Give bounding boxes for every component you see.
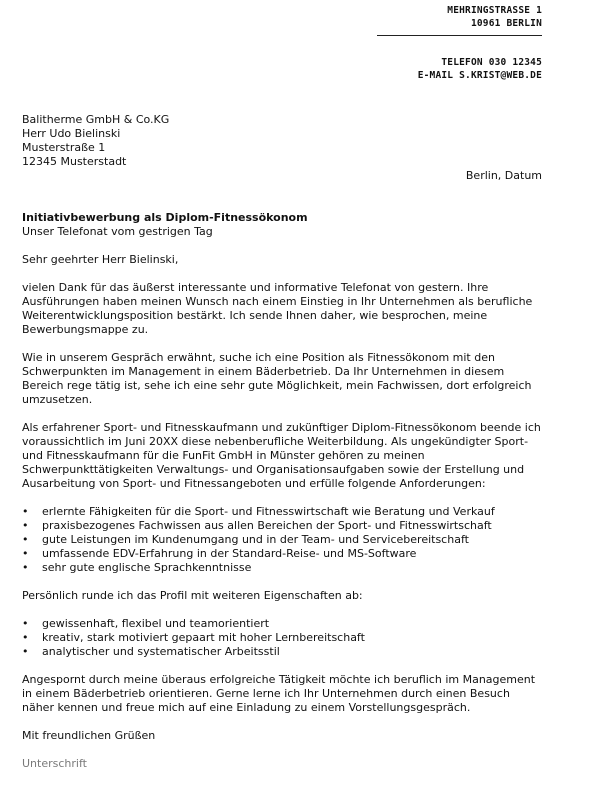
sender-street: MEHRINGSTRASSE 1 [447,5,542,16]
sender-phone: TELEFON 030 12345 [441,57,542,68]
recipient-company: Balitherme GmbH & Co.KG [22,113,170,126]
list-item: • umfassende EDV-Erfahrung in der Standard-Reise- und MS-Software [22,547,542,561]
recipient-address [22,113,169,169]
requirements-list [22,505,542,575]
header-divider [377,35,542,36]
letter-body [22,211,542,771]
recipient-city: 12345 Musterstadt [22,155,127,168]
subject-subline: Unser Telefonat vom gestrigen Tag [22,225,213,238]
recipient-street: Musterstraße 1 [22,141,106,154]
paragraph-traits-intro: Persönlich runde ich das Profil mit weiteren Eigenschaften ab: [22,589,363,602]
paragraph-intro: vielen Dank für das äußerst interessante und informative Telefonat von gestern. Ihre Ausführungen haben meinen Wunsch nach einem Einstieg in Ihr Unternehmen als berufliche Weiterentwicklungsposition bestärkt. Ich sende Ihnen daher, wie besprochen, meine Bewerbungsmappe zu. [22,281,533,336]
sender-block [418,4,542,82]
list-item: • erlernte Fähigkeiten für die Sport- und Fitnesswirtschaft wie Beratung und Verkauf [22,505,542,519]
signature: Unterschrift [22,757,87,770]
list-item: • kreativ, stark motiviert gepaart mit hoher Lernbereitschaft [22,631,542,645]
sender-email: E-MAIL S.KRIST@WEB.DE [417,70,542,81]
list-item: • sehr gute englische Sprachkenntnisse [22,561,542,575]
subject-line: Initiativbewerbung als Diplom-Fitnessökonom [22,211,308,224]
traits-list [22,617,542,659]
salutation: Sehr geehrter Herr Bielinski, [22,253,179,266]
paragraph-position: Wie in unserem Gespräch erwähnt, suche ich eine Position als Fitnessökonom mit den Schwerpunkten im Management in einem Bäderbetrieb. Da Ihr Unternehmen in diesem Bereich rege tätig ist, sehe ich eine sehr gute Möglichkeit, mein Fachwissen, dort erfolgreich umzusetzen. [22,351,532,406]
closing-greeting: Mit freundlichen Grüßen [22,729,156,742]
paragraph-experience: Als erfahrener Sport- und Fitnesskaufmann und zukünftiger Diplom-Fitnessökonom beende ich voraussichtlich im Juni 20XX diese nebenberufliche Weiterbildung. Als ungekündigter Sport- und Fitnesskaufmann für die FunFit GmbH in Münster gehören zu meinen Schwerpunkttätigkeiten Verwaltungs- und Organisationsaufgaben sowie der Erstellung und Ausarbeitung von Sport- und Fitnessangeboten und erfülle folgende Anforderungen: [22,421,541,490]
recipient-person: Herr Udo Bielinski [22,127,121,140]
list-item: • gewissenhaft, flexibel und teamorientiert [22,617,542,631]
paragraph-closing: Angespornt durch meine überaus erfolgreiche Tätigkeit möchte ich beruflich im Management in einem Bäderbetrieb orientieren. Gerne lerne ich Ihr Unternehmen durch einen Besuch näher kennen und freue mich auf eine Einladung zu einem Vorstellungsgespräch. [22,673,536,714]
list-item: • praxisbezogenes Fachwissen aus allen Bereichen der Sport- und Fitnesswirtschaft [22,519,542,533]
list-item: • gute Leistungen im Kundenumgang und in der Team- und Servicebereitschaft [22,533,542,547]
sender-city: 10961 BERLIN [470,18,542,29]
place-date: Berlin, Datum [465,169,542,182]
list-item: • analytischer und systematischer Arbeitsstil [22,645,542,659]
